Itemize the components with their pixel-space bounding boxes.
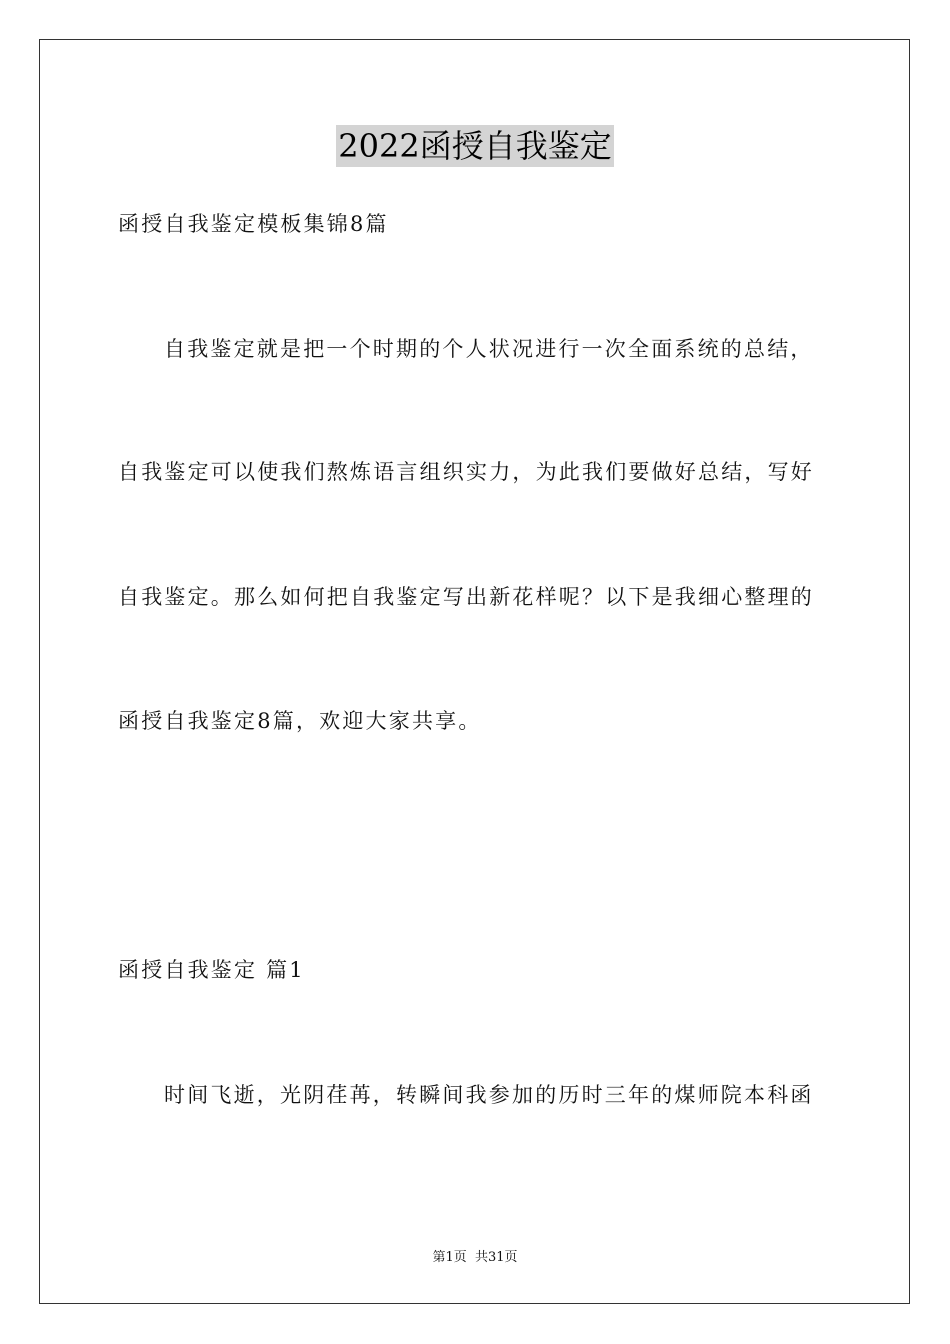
page-footer: [0, 1246, 950, 1265]
intro-paragraph-line-2: 自我鉴定可以使我们熬炼语言组织实力，为此我们要做好总结，写好: [118, 460, 814, 484]
page-number: 第1页: [432, 1250, 467, 1265]
document-subtitle: 函授自我鉴定模板集锦8篇: [118, 212, 389, 236]
page-total: 共31页: [474, 1250, 518, 1265]
intro-paragraph-line-4: 函授自我鉴定8篇，欢迎大家共享。: [118, 709, 482, 733]
title-container: [0, 125, 950, 167]
section-paragraph-line-1: 时间飞逝，光阴荏苒，转瞬间我参加的历时三年的煤师院本科函: [164, 1083, 814, 1107]
intro-paragraph-line-1: 自我鉴定就是把一个时期的个人状况进行一次全面系统的总结，: [164, 337, 814, 361]
intro-paragraph-line-3: 自我鉴定。那么如何把自我鉴定写出新花样呢？以下是我细心整理的: [118, 585, 814, 609]
section-heading: 函授自我鉴定 篇1: [118, 958, 305, 982]
document-title: 2022函授自我鉴定: [338, 127, 612, 165]
